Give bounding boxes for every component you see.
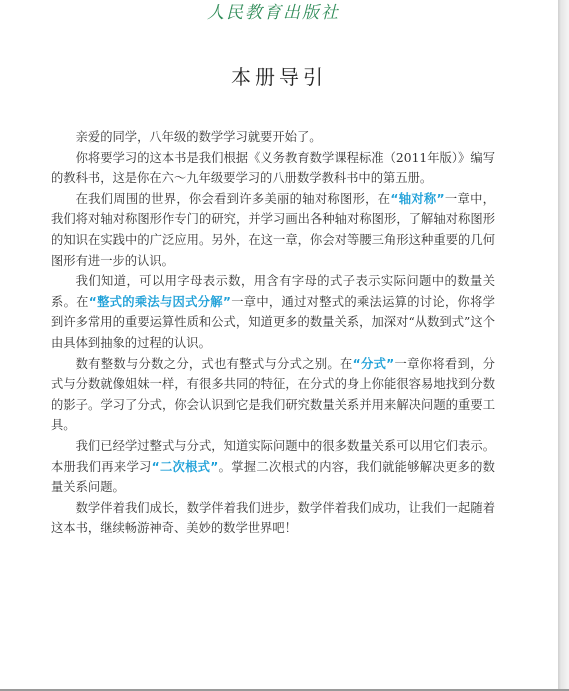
chapter-highlight-axial-symmetry: “轴对称” (390, 191, 445, 206)
chapter-highlight-polynomial-multiplication: “整式的乘法与因式分解” (88, 294, 231, 309)
paragraph-text: 我们知道，可以用字母表示数，用含有字母的式子表示实际问题中的数量关系。在 (51, 274, 495, 309)
paragraph-text: 数学伴着我们成长，数学伴着我们进步，数学伴着我们成功，让我们一起随着这本书，继续畅游神奇、美妙的数学世界吧！ (51, 500, 495, 536)
paragraph-text: 一章中，通过对整式的乘法运算的讨论，你将学到许多常用的重要运算性质和公式，知道更多的数量关系，加深对“从数到式”这个由具体到抽象的过程的认识。 (51, 294, 495, 350)
paragraph-1 (51, 127, 495, 148)
paragraph-5 (51, 354, 495, 436)
paragraph-4 (51, 271, 495, 353)
page-edge-shadow (558, 0, 569, 691)
publisher-logo: 人民教育出版社 (207, 3, 340, 23)
paragraph-text: 在我们周围的世界，你会看到许多美丽的轴对称图形，在 (75, 191, 391, 206)
paragraph-2 (51, 148, 495, 189)
paragraph-text: 一章中，我们将对轴对称图形作专门的研究，并学习画出各种轴对称图形，了解轴对称图形的知识在实践中的广泛应用。另外，在这一章，你会对等腰三角形这种重要的几何图形有进一步的认识。 (51, 191, 495, 268)
paragraph-text: 亲爱的同学，八年级的数学学习就要开始了。 (75, 130, 322, 144)
paragraph-text: 数有整数与分数之分，式也有整式与分式之别。在 (75, 356, 353, 371)
paragraph-text: 我们已经学过整式与分式，知道实际问题中的很多数量关系可以用它们表示。本册我们再来学习 (51, 438, 495, 474)
body-text (51, 127, 495, 539)
paragraph-3 (51, 189, 495, 271)
page-title: 本册导引 (231, 65, 327, 89)
paragraph-text: 。掌握二次根式的内容，我们就能够解决更多的数量关系问题。 (51, 459, 495, 495)
chapter-highlight-square-roots: “二次根式” (151, 459, 219, 474)
paragraph-6 (51, 436, 495, 498)
paragraph-text: 一章你将看到，分式与分数就像姐妹一样，有很多共同的特征，在分式的身上你能很容易地找到分数的影子。学习了分式，你会认识到它是我们研究数量关系并用来解决问题的重要工具。 (51, 356, 495, 433)
paragraph-text: 你将要学习的这本书是我们根据《义务教育数学课程标准（2011年版）》编写的教科书，这是你在六～九年级要学习的八册数学教科书中的第五册。 (51, 150, 495, 186)
paragraph-7 (51, 498, 495, 539)
chapter-highlight-fractions: “分式” (352, 356, 395, 371)
